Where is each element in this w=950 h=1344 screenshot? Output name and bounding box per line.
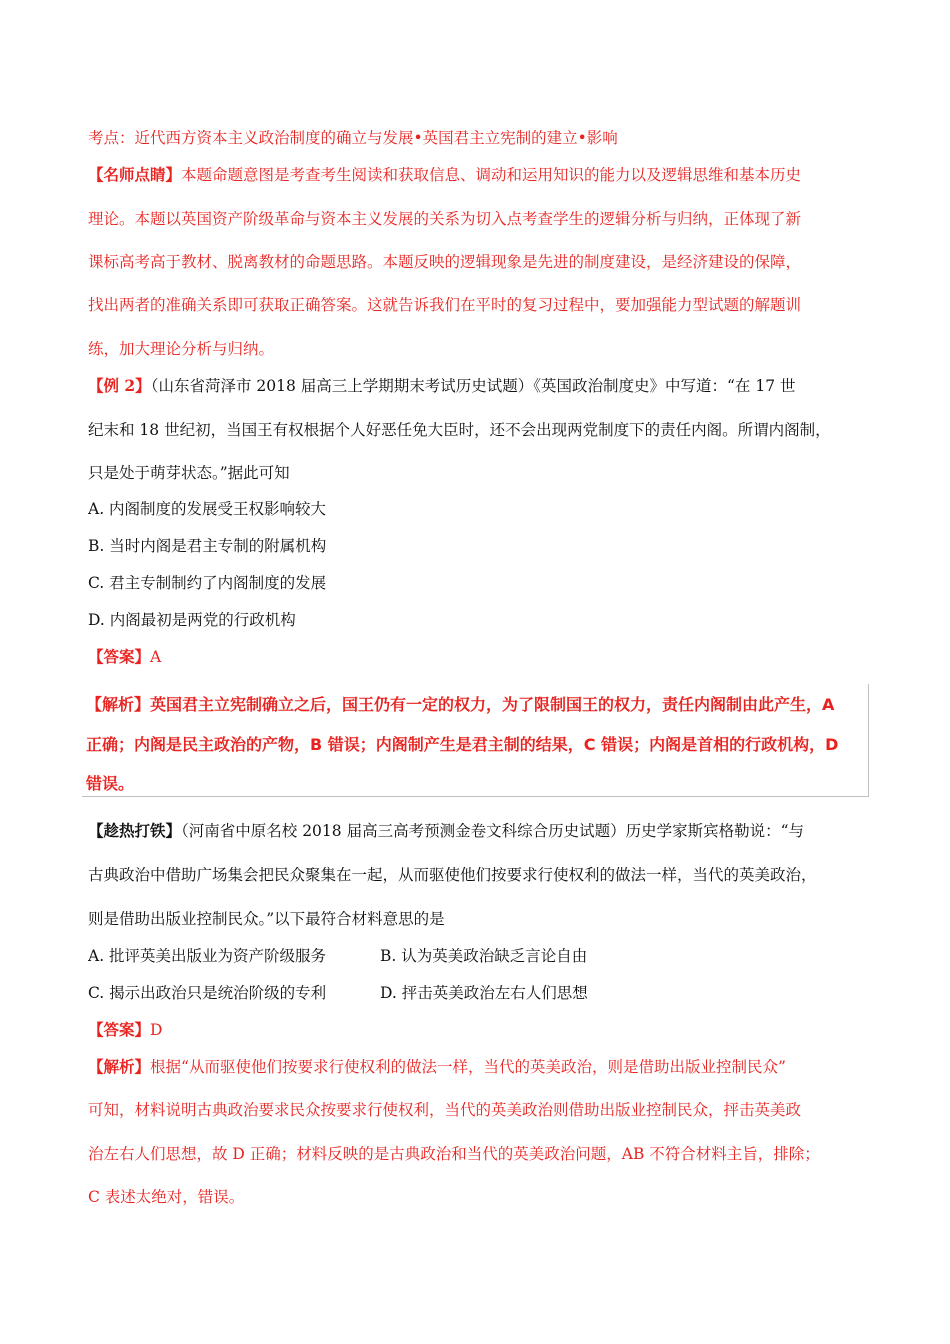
mingshi-line-1 (88, 164, 868, 186)
mingshi-line-4 (88, 294, 868, 316)
example2-option-d-text: D. 内阁最初是两党的行政机构 (88, 611, 296, 629)
example2-analysis-box (82, 684, 869, 797)
example2-analysis-line-1 (86, 694, 866, 716)
example2-tag: 【例 2】 (88, 376, 151, 395)
example2-analysis-tag: 【解析】 (86, 695, 151, 714)
practice-analysis-line-3 (88, 1143, 868, 1165)
example2-text-2: 纪末和 18 世纪初，当国王有权根据个人好恶任免大臣时，还不会出现两党制度下的责任内阁。所谓内阁制， (88, 421, 831, 439)
example2-option-b-text: B. 当时内阁是君主专制的附属机构 (88, 537, 327, 555)
mingshi-text-4: 找出两者的准确关系即可获取正确答案。这就告诉我们在平时的复习过程中，要加强能力型试题的解题训 (88, 296, 802, 314)
practice-analysis-text-4: C 表述太绝对，错误。 (88, 1188, 245, 1206)
practice-text-2: 古典政治中借助广场集会把民众聚集在一起，从而驱使他们按要求行使权利的做法一样，当代的英美政治， (88, 866, 817, 884)
example2-analysis-line-3 (86, 773, 866, 795)
practice-text-3: 则是借助出版业控制民众。”以下最符合材料意思的是 (88, 910, 445, 928)
practice-analysis-line-1 (88, 1056, 868, 1078)
practice-option-b: B. 认为英美政治缺乏言论自由 (380, 947, 588, 965)
example2-analysis-line-2 (86, 734, 866, 756)
mingshi-tag: 【名师点睛】 (88, 165, 182, 184)
practice-line-2 (88, 864, 868, 886)
practice-answer-tag: 【答案】 (88, 1020, 151, 1039)
mingshi-text-1: 本题命题意图是考查考生阅读和获取信息、调动和运用知识的能力以及逻辑思维和基本历史 (181, 166, 802, 184)
example2-analysis-text-1: 英国君主立宪制确立之后，国王仍有一定的权力，为了限制国王的权力，责任内阁制由此产生，A (150, 695, 835, 714)
example2-line-1 (88, 375, 868, 397)
example2-analysis-text-2: 正确；内阁是民主政治的产物，B 错误；内阁制产生是君主制的结果，C 错误；内阁是首相的行政机构，D (86, 735, 839, 754)
practice-line-1 (88, 820, 868, 842)
practice-options-row-2 (88, 982, 868, 1004)
practice-text-1: （河南省中原名校 2018 届高三高考预测金卷文科综合历史试题）历史学家斯宾格勒说：“与 (181, 822, 804, 840)
practice-option-c: C. 揭示出政治只是统治阶级的专利 (88, 984, 327, 1002)
example2-option-b (88, 535, 868, 557)
example2-answer-tag: 【答案】 (88, 647, 151, 666)
practice-analysis-text-3: 治左右人们思想，故 D 正确；材料反映的是古典政治和当代的英美政治问题，AB 不符合材料主旨，排除； (88, 1145, 820, 1163)
example2-answer-value: A (150, 648, 162, 666)
mingshi-text-3: 课标高考高于教材、脱离教材的命题思路。本题反映的逻辑现象是先进的制度建设，是经济建设的保障， (88, 253, 802, 271)
practice-line-3 (88, 908, 868, 930)
example2-answer (88, 646, 868, 668)
example2-option-a (88, 498, 868, 520)
practice-option-a: A. 批评英美出版业为资产阶级服务 (88, 947, 327, 965)
example2-analysis-text-3: 错误。 (86, 774, 135, 793)
example2-line-2 (88, 419, 868, 441)
practice-analysis-line-4 (88, 1186, 868, 1208)
mingshi-line-5 (88, 338, 868, 360)
example2-option-d (88, 609, 868, 631)
kaodian-text: 考点：近代西方资本主义政治制度的确立与发展•英国君主立宪制的建立•影响 (88, 129, 618, 147)
practice-tag: 【趁热打铁】 (88, 821, 182, 840)
mingshi-line-2 (88, 208, 868, 230)
example2-text-1: （山东省菏泽市 2018 届高三上学期期末考试历史试题）《英国政治制度史》中写道：“在 17 世 (150, 377, 796, 395)
mingshi-line-3 (88, 251, 868, 273)
example2-option-c-text: C. 君主专制制约了内阁制度的发展 (88, 574, 327, 592)
practice-analysis-tag: 【解析】 (88, 1057, 151, 1076)
practice-option-d: D. 抨击英美政治左右人们思想 (380, 984, 588, 1002)
mingshi-text-2: 理论。本题以英国资产阶级革命与资本主义发展的关系为切入点考查学生的逻辑分析与归纳，正体现了新 (88, 210, 802, 228)
example2-text-3: 只是处于萌芽状态。”据此可知 (88, 464, 290, 482)
practice-analysis-line-2 (88, 1099, 868, 1121)
practice-options-row-1 (88, 945, 868, 967)
mingshi-text-5: 练，加大理论分析与归纳。 (88, 340, 275, 358)
kaodian-line (88, 127, 868, 149)
practice-analysis-text-1: 根据“从而驱使他们按要求行使权利的做法一样，当代的英美政治，则是借助出版业控制民众” (150, 1058, 786, 1076)
practice-analysis-text-2: 可知，材料说明古典政治要求民众按要求行使权利，当代的英美政治则借助出版业控制民众，抨击英美政 (88, 1101, 802, 1119)
example2-line-3 (88, 462, 868, 484)
practice-answer (88, 1019, 868, 1041)
practice-answer-value: D (150, 1021, 163, 1039)
example2-option-c (88, 572, 868, 594)
example2-option-a-text: A. 内阁制度的发展受王权影响较大 (88, 500, 327, 518)
